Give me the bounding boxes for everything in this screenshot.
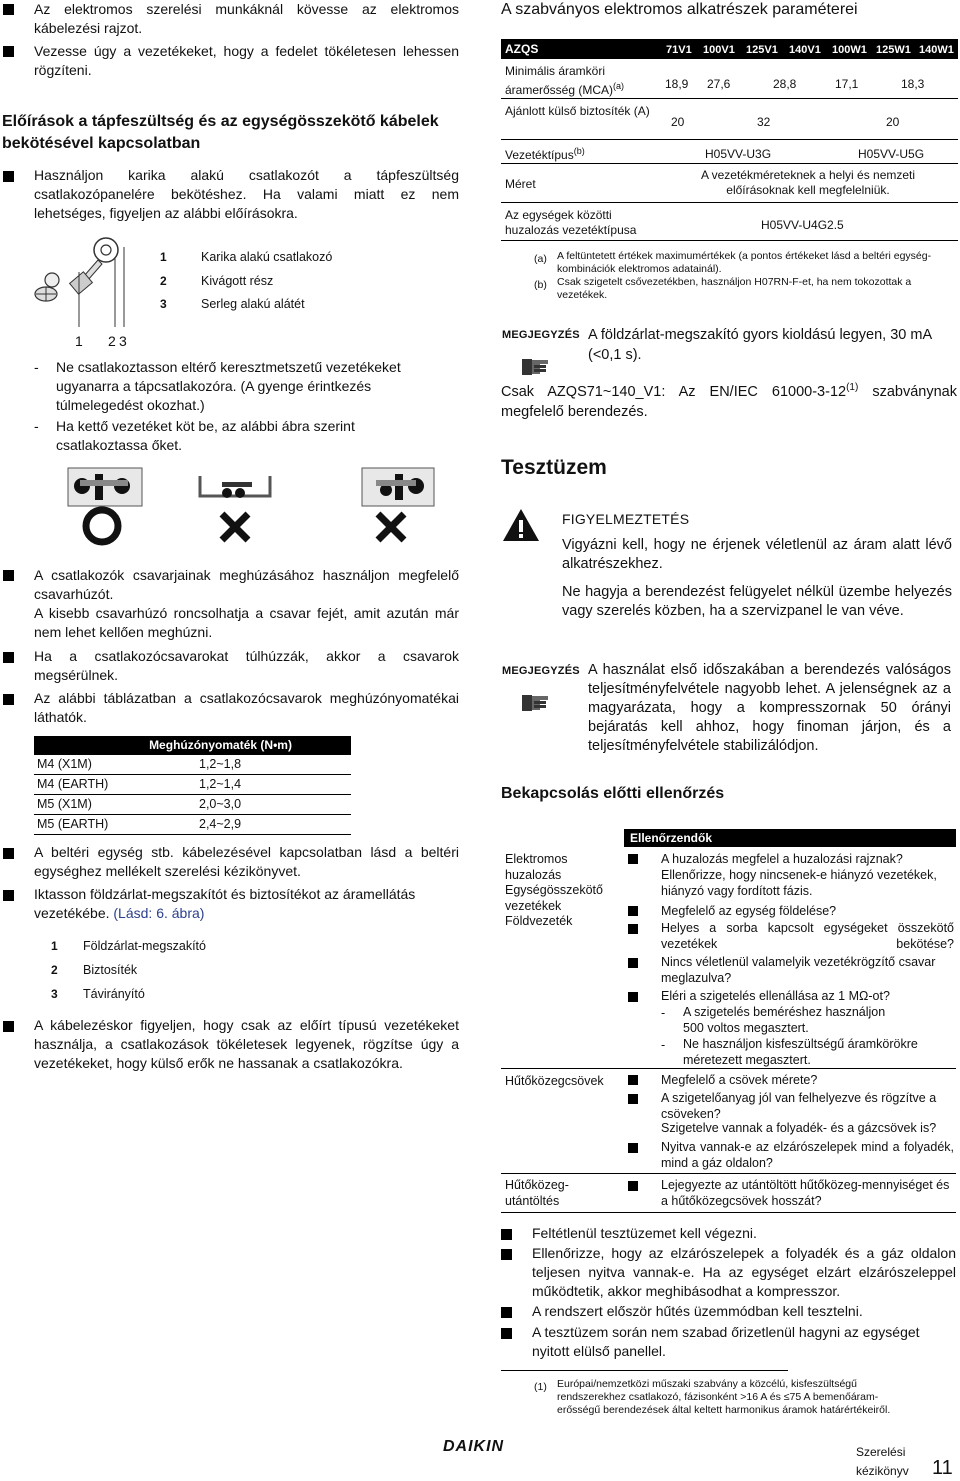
group-label: Földvezeték — [505, 914, 573, 928]
fuse-value: 20 — [886, 115, 900, 129]
group-label: Egységösszekötő vezetékek — [505, 883, 603, 913]
footnote-text: Csak szigetelt csővezetékben, használjon H07RN-F-et, ha nem tokozottak a vezetékek. — [557, 276, 912, 301]
table-row — [34, 815, 351, 835]
check-item: A huzalozás megfelel a huzalozási rajznak? — [661, 852, 903, 866]
bullet-overtighten: Ha a csatlakozócsavarokat túlhúzzák, akkor a csavarok megsérülnek. — [34, 648, 459, 683]
bullet-icon — [3, 46, 14, 57]
pointing-hand-icon — [520, 349, 554, 379]
divider — [501, 98, 958, 99]
divider — [501, 240, 958, 241]
compliance-sup: (1) — [846, 382, 859, 393]
note-label: MEGJEGYZÉS — [502, 329, 580, 341]
divider — [501, 1212, 956, 1213]
interunit-value: H05VV-U4G2.5 — [761, 218, 844, 232]
wire-label-text: Vezetéktípus — [505, 148, 574, 162]
divider — [501, 1173, 956, 1174]
figure-reference-link[interactable]: (Lásd: 6. ábra) — [113, 905, 205, 921]
param-header-col: 100W1 — [832, 44, 867, 56]
checkbox-icon — [628, 958, 638, 968]
bullet-last: A kábelezéskor figyeljen, hogy csak az előírt típusú vezetékeket használja, a csatlakozások tökéletesek legyenek, rögzítse úgy a vezetékeket, hogy külső erők ne hassanak a csatlakozókra. — [34, 1017, 459, 1071]
bullet-indoor: A beltéri egység stb. kábelezésével kapcsolatban lásd a beltéri egységhez mellékelt szerelési kézikönyvet. — [34, 844, 459, 879]
check-item: Lejegyezte az utántöltött hűtőközeg-mennyiséget és a hűtőközegcsövek hosszát? — [661, 1178, 950, 1208]
group-label: Hűtőközegcsövek — [505, 1074, 604, 1088]
divider — [501, 202, 958, 203]
divider — [501, 1068, 956, 1069]
table-cell: M4 (EARTH) — [37, 777, 109, 791]
param-title: A szabványos elektromos alkatrészek paraméterei — [501, 1, 858, 18]
warning-icon — [501, 507, 541, 543]
check-item: Megfelelő a csövek mérete? — [661, 1073, 818, 1087]
note-label: MEGJEGYZÉS — [502, 665, 580, 677]
dash-marker: - — [661, 1006, 666, 1020]
table-cell: 1,2~1,8 — [199, 757, 242, 771]
legend-label: Biztosíték — [83, 963, 138, 977]
final-bullet: A tesztüzem során nem szabad őrizetlenül hagyni az egységet nyitott elülső panellel. — [532, 1324, 920, 1359]
interunit-label: Az egységek közötti huzalozás vezetéktípusa — [505, 208, 637, 237]
precheck-title: Bekapcsolás előtti ellenőrzés — [501, 785, 725, 802]
mca-value: 28,8 — [773, 77, 797, 91]
mca-label — [505, 64, 655, 98]
bullet-icon — [3, 694, 14, 705]
warning-label: FIGYELMEZTETÉS — [562, 511, 690, 527]
checkbox-icon — [628, 924, 638, 934]
param-header-col: 140V1 — [789, 44, 821, 56]
param-header-col: 140W1 — [919, 44, 954, 56]
check-dash-item: A szigetelés beméréshez használjon 500 voltos megasztert. — [683, 1005, 886, 1035]
compliance-post-2: megfelelő berendezés. — [501, 403, 648, 420]
check-item-extra: Szigetelve vannak a folyadék- és a gázcsövek is? — [661, 1121, 937, 1135]
wire-value: H05VV-U5G — [858, 147, 925, 161]
callout-1: 1 — [75, 333, 83, 349]
check-item: Nincs véletlenül valamelyik vezetékrögzítő csavar meglazulva? — [661, 955, 936, 985]
table-row — [34, 755, 351, 775]
dash-item-1: Ne csatlakoztasson eltérő keresztmetszetű vezetékeket ugyanarra a tápcsatlakozóra. (A gyenge érintkezés túlmelegedést okozhat.) — [56, 359, 401, 413]
table-row — [34, 795, 351, 815]
top-bullet-1: Az elektromos szerelési munkáknál kövesse az elektromos kábelezési rajzot. — [34, 1, 459, 36]
bullet-icon — [3, 171, 14, 182]
mca-value: 27,6 — [707, 77, 731, 91]
note2-text: A használat első időszakában a berendezés valóságos teljesítményfelvétele nagyobb lehet. A jelenségnek az a magyarázata, hogy a kompresszornak 50 órányi bejáratás kell ahhoz, hogy finoman járjon, és a teljesítményfelvétele stabilizálódjon. — [588, 662, 951, 754]
bullet-ring-terminal: Használjon karika alakú csatlakozót a tápfeszültség csatlakozópanelére bekötéshez. Ha valami miatt ez nem lehetséges, figyeljen az alábbi előírásokra. — [34, 167, 459, 221]
note-badge — [502, 662, 582, 720]
check-header: Ellenőrzendők — [624, 829, 956, 847]
table-cell: 2,0~3,0 — [199, 797, 242, 811]
size-label: Méret — [505, 177, 536, 191]
mca-sup: (a) — [613, 81, 625, 91]
param-header-row — [501, 39, 958, 59]
bullet-icon — [501, 1328, 512, 1339]
check-item: Megfelelő az egység földelése? — [661, 904, 837, 918]
group-label: Elektromos huzalozás — [505, 852, 568, 882]
checkbox-icon — [628, 906, 638, 916]
table-cell: M5 (X1M) — [37, 797, 92, 811]
fuse-value: 32 — [757, 115, 771, 129]
footnote-text: Európai/nemzetközi műszaki szabvány a közcélú, kisfeszültségű rendszerekhez csatlakozó, fázisonként >16 A és ≤75 A bemenőáram-erősségű berendezések által keltett harmonikus áramok határértékeiről. — [557, 1378, 891, 1416]
bullet-icon — [501, 1307, 512, 1318]
footnote-mark: (1) — [534, 1381, 547, 1393]
compliance-text — [501, 378, 957, 422]
check-item: Eléri a szigetelés ellenállása az 1 MΩ-ot? — [661, 989, 890, 1003]
dash-marker: - — [34, 418, 39, 434]
legend-label: Távirányító — [83, 987, 145, 1001]
bullet-icon — [3, 652, 14, 663]
dash-marker: - — [661, 1038, 666, 1052]
daikin-logo: DAIKIN — [443, 1438, 505, 1455]
checkbox-icon — [628, 1094, 638, 1104]
wire-value: H05VV-U3G — [705, 147, 772, 161]
compliance-pre: Csak AZQS71~140_V1: Az EN/IEC 61000-3-12 — [501, 383, 847, 400]
bullet-screwdriver-sub: A kisebb csavarhúzó roncsolhatja a csavar fejét, amit azután már nem lehet kellően meghúzni. — [34, 605, 459, 640]
bullet-icon — [3, 1021, 14, 1032]
footnote-rule — [501, 1370, 788, 1371]
footer-manual: Szerelési kézikönyv — [856, 1445, 909, 1478]
mca-label-text: Minimális áramköri áramerősség (MCA) — [505, 64, 614, 97]
fuse-value: 20 — [671, 115, 685, 129]
mca-value: 17,1 — [835, 77, 859, 91]
top-bullet-2: Vezesse úgy a vezetékeket, hogy a fedelet tökéletesen lehessen rögzíteni. — [34, 43, 459, 78]
check-group-labels — [505, 852, 615, 930]
legend-num: 3 — [160, 297, 167, 311]
checkbox-icon — [628, 854, 638, 864]
footnote-text: A feltüntetett értékek maximumértékek (a pontos értékeket lásd a beltéri egység-kombinációk elektromos adatainál). — [557, 250, 932, 275]
page-number: 11 — [932, 1457, 953, 1479]
legend-num: 1 — [51, 939, 58, 953]
checkbox-icon — [628, 1181, 638, 1191]
callout-3: 3 — [119, 333, 127, 349]
legend-num: 3 — [51, 987, 58, 1001]
dash-marker: - — [34, 359, 39, 375]
param-header-model: AZQS — [505, 42, 539, 56]
warning-p1: Vigyázni kell, hogy ne érjenek véletlenül az áram alatt lévő alkatrészekhez. — [562, 537, 952, 572]
two-wire-connection-diagram — [50, 466, 440, 546]
size-value: A vezetékméreteknek a helyi és nemzeti előírásoknak kell megfelelniük. — [700, 168, 916, 197]
dash-item-2: Ha kettő vezetéket köt be, az alábbi ábra szerint csatlakoztassa őket. — [56, 418, 355, 453]
legend-label: Földzárlat-megszakító — [83, 939, 206, 953]
bullet-icon — [3, 848, 14, 859]
legend-num: 2 — [160, 274, 167, 288]
note-badge — [502, 326, 582, 384]
checkbox-icon — [628, 992, 638, 1002]
warning-p2: Ne hagyja a berendezést felügyelet nélkül üzembe helyezés vagy szerelés közben, ha a szervizpanel le van véve. — [562, 584, 952, 619]
table-cell: M5 (EARTH) — [37, 817, 109, 831]
bullet-icon — [3, 570, 14, 581]
bullet-earth — [34, 885, 459, 923]
mca-value: 18,3 — [901, 77, 925, 91]
bullet-icon — [501, 1249, 512, 1260]
bullet-earth-text: Iktasson földzárlat-megszakítót és biztosítékot az áramellátás vezetékébe. — [34, 886, 416, 921]
checkbox-icon — [628, 1143, 638, 1153]
check-item-extra: Ellenőrizze, hogy nincsenek-e hiányzó vezetékek, hiányzó vagy fordított fázis. — [661, 868, 937, 898]
final-bullet: Ellenőrizze, hogy az elzárószelepek a folyadék és a gáz oldalon teljesen nyitva vannak-e. Ha az egységet elzárt elzárószeleppel működtetik, akkor meghibásodhat a kompresszor. — [532, 1245, 956, 1299]
param-header-col: 100V1 — [703, 44, 735, 56]
wire-label — [505, 144, 585, 163]
wire-sup: (b) — [573, 146, 585, 156]
footnote-mark: (b) — [534, 279, 547, 291]
divider — [501, 163, 958, 164]
group-label: Hűtőközeg-utántöltés — [505, 1178, 569, 1208]
bullet-icon — [3, 890, 14, 901]
table-row — [34, 775, 351, 795]
test-title: Tesztüzem — [501, 456, 607, 479]
bullet-torque-table: Az alábbi táblázatban a csatlakozócsavarok meghúzónyomatékai láthatók. — [34, 690, 459, 725]
legend-label: Karika alakú csatlakozó — [201, 250, 333, 264]
compliance-post-1: szabványnak — [872, 383, 957, 400]
table-cell: 2,4~2,9 — [199, 817, 242, 831]
torque-header: Meghúzónyomaték (N•m) — [34, 736, 351, 755]
legend-label: Kivágott rész — [201, 274, 274, 288]
mca-value: 18,9 — [665, 77, 689, 91]
bullet-icon — [3, 4, 14, 15]
legend-label: Serleg alakú alátét — [201, 297, 305, 311]
divider — [501, 139, 958, 140]
final-bullet: Feltétlenül tesztüzemet kell végezni. — [532, 1225, 757, 1241]
param-header-col: 125W1 — [876, 44, 911, 56]
param-header-col: 125V1 — [746, 44, 778, 56]
param-header-col: 71V1 — [666, 44, 692, 56]
check-item: A szigetelőanyag jól van felhelyezve és rögzítve a csöveken? — [661, 1091, 937, 1121]
check-item: Nyitva vannak-e az elzárószelepek mind a folyadék, mind a gáz oldalon? — [661, 1140, 954, 1170]
final-bullet: A rendszert először hűtés üzemmódban kell tesztelni. — [532, 1303, 863, 1319]
callout-2: 2 — [108, 333, 116, 349]
check-item — [661, 920, 954, 952]
pointing-hand-icon — [520, 685, 554, 715]
note1-text: A földzárlat-megszakító gyors kioldású legyen, 30 mA (<0,1 s). — [588, 327, 932, 363]
checkbox-icon — [628, 1075, 638, 1085]
bullet-icon — [501, 1229, 512, 1240]
table-cell: 1,2~1,4 — [199, 777, 242, 791]
footnote-mark: (a) — [534, 253, 547, 265]
bullet-screwdriver: A csatlakozók csavarjainak meghúzásához használjon megfelelő csavarhúzót. — [34, 567, 459, 602]
legend-num: 2 — [51, 963, 58, 977]
check-item-text: Helyes a sorba kapcsolt egységeket összekötő vezetékek bekötése? — [661, 921, 954, 951]
section-title: Előírások a tápfeszültség és az egységösszekötő kábelek bekötésével kapcsolatban — [2, 113, 439, 152]
fuse-label: Ajánlott külső biztosíték (A) — [505, 104, 650, 118]
torque-table — [34, 736, 351, 835]
legend-num: 1 — [160, 250, 167, 264]
check-dash-item: Ne használjon kisfeszültségű áramkörökre méretezett megasztert. — [683, 1037, 918, 1067]
table-cell: M4 (X1M) — [37, 757, 92, 771]
